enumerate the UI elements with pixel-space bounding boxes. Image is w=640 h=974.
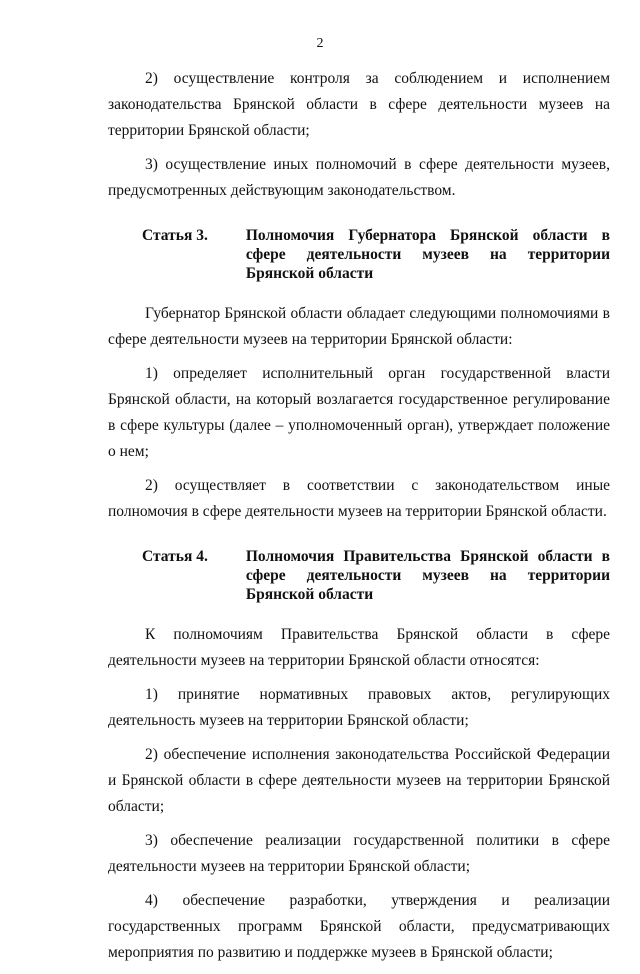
paragraph-government-item-2: 2) обеспечение исполнения законодательства Российской Федерации и Брянской области в сфере деятельности музеев на территории Брянской области; (108, 746, 610, 815)
document-body (108, 66, 610, 974)
paragraph-governor-item-2: 2) осуществляет в соответствии с законодательством иные полномочия в сфере деятельности музеев на территории Брянской области. (108, 477, 610, 520)
article-4-heading (108, 547, 610, 604)
page-number: 2 (316, 36, 324, 51)
paragraph-government-item-1: 1) принятие нормативных правовых актов, регулирующих деятельность музеев на территории Брянской области; (108, 686, 610, 729)
paragraph-government-item-4: 4) обеспечение разработки, утверждения и реализации государственных программ Брянской области, предусматривающих мероприятия по развитию и поддержке музеев в Брянской области; (108, 892, 610, 961)
article-number: Статья 4. (142, 548, 208, 565)
article-title: Полномочия Правительства Брянской области в сфере деятельности музеев на территории Брянской области (245, 548, 610, 603)
article-3-heading (108, 226, 610, 283)
article-title: Полномочия Губернатора Брянской области в сфере деятельности музеев на территории Брянской области (245, 227, 610, 282)
article-number: Статья 3. (142, 227, 208, 244)
paragraph-governor-item-1: 1) определяет исполнительный орган государственной власти Брянской области, на который возлагается государственное регулирование в сфере культуры (далее – уполномоченный орган), утверждает положение о нем; (108, 365, 610, 460)
paragraph-governor-intro: Губернатор Брянской области обладает следующими полномочиями в сфере деятельности музеев на территории Брянской области: (108, 305, 610, 348)
paragraph-item-2-control: 2) осуществление контроля за соблюдением и исполнением законодательства Брянской области в сфере деятельности музеев на территории Брянской области; (108, 70, 610, 139)
paragraph-item-3-other-powers: 3) осуществление иных полномочий в сфере деятельности музеев, предусмотренных действующим законодательством. (108, 156, 610, 199)
paragraph-government-item-3: 3) обеспечение реализации государственной политики в сфере деятельности музеев на территории Брянской области; (108, 832, 610, 875)
paragraph-government-intro: К полномочиям Правительства Брянской области в сфере деятельности музеев на территории Брянской области относятся: (108, 626, 610, 669)
